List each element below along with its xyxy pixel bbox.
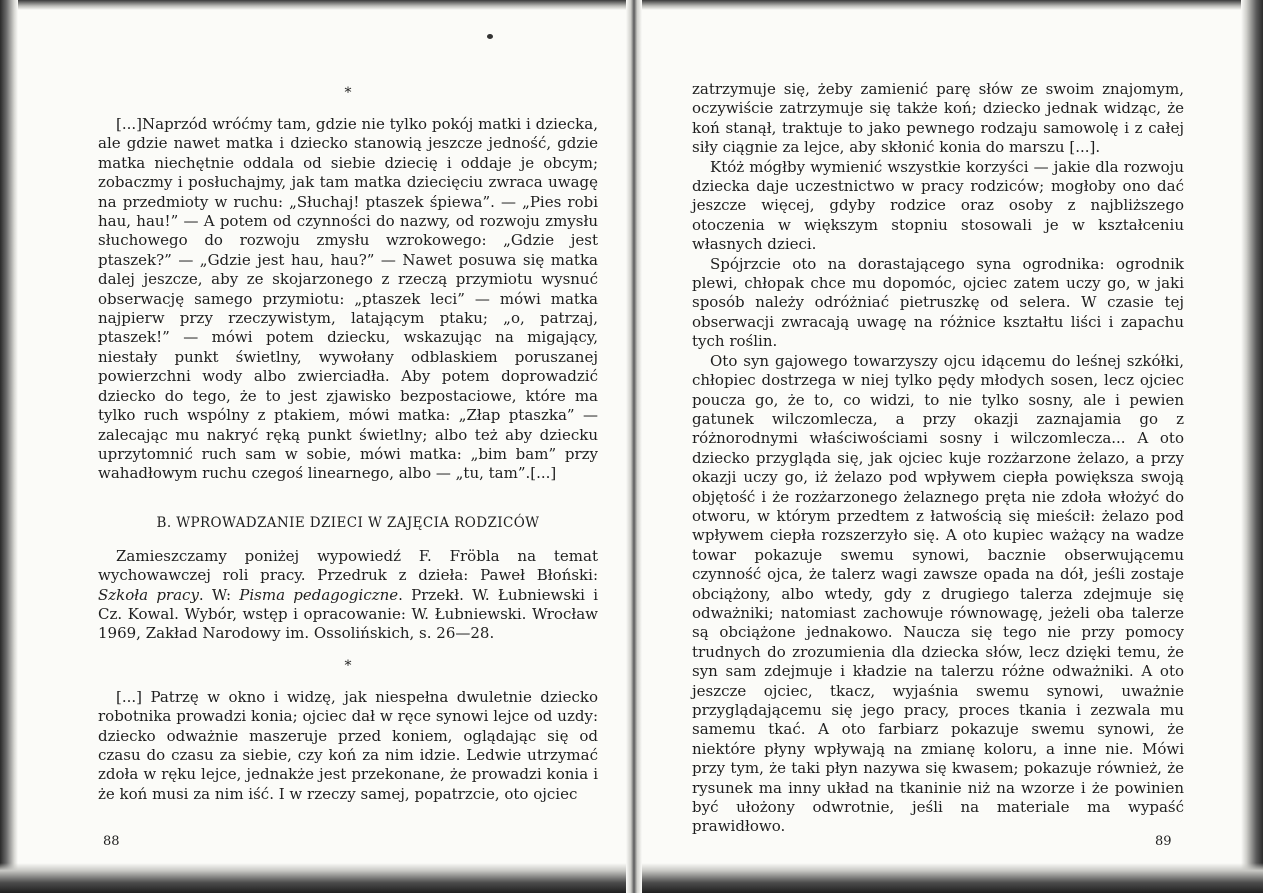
source-note-paragraph (98, 547, 598, 644)
continued-paragraph: zatrzymuje się, żeby zamienić parę słów ze swoim znajomym, oczywiście zatrzymuje się także koń; dziecko jednak widząc, że koń stanął, traktuje to jako pewnego rodzaju samowolę i z całej siły ciągnie za lejce, aby skłonić konia do marszu [...]. (692, 80, 1184, 157)
source-title-pisma: Pisma pedagogiczne (239, 585, 399, 604)
section-heading: B. WPROWADZANIE DZIECI W ZAJĘCIA RODZICÓW (156, 514, 540, 531)
scan-edge-right (1241, 0, 1263, 893)
frobel-quote-paragraph: [...]Naprzód wróćmy tam, gdzie nie tylko pokój matki i dziecka, ale gdzie nawet matka i dziecko stanowią jeszcze jedność, gdzie matka niechętnie oddala od siebie dziecię i oddaje je obcym; zobaczmy i posłuchajmy, jak tam matka dziecięciu zwraca uwagę na przedmioty w ruchu: „Słuchaj! ptaszek śpiewa”. — „Pies robi hau, hau!” — A potem od czynności do nazwy, od rozwoju zmysłu słuchowego do rozwoju zmysłu wzrokowego: „Gdzie jest ptaszek?” — „Gdzie jest hau, hau?” — Nawet posuwa się matka dalej jeszcze, aby ze skojarzonego z rzeczą przymiotu wysnuć obserwację samego przymiotu: „ptaszek leci” — mówi matka najpierw przy rzeczywistym, latającym ptaku; „o, patrzaj, ptaszek!” — mówi potem dziecku, wskazując na migający, niestały punkt świetlny, wywołany odblaskiem poruszanej powierzchni wody albo zwierciadła. Aby potem doprowadzić dziecko do tego, że to jest zjawisko bezpostaciowe, które ma tylko ruch wspólny z ptakiem, mówi matka: „Złap ptaszka” — zalecając mu nakryć ręką punkt świetlny; albo też aby dziecku uprzytomnić ruch sam w sobie, mówi matka: „bim bam” przy wahadłowym ruchu czegoś linearnego, albo — „tu, tam”.[...] (98, 115, 598, 483)
source-note-text-1: Zamieszczamy poniżej wypowiedź F. Fröbla na temat wychowawczej roli pracy. Przedruk z dzieła: Paweł Błoński: (98, 546, 598, 585)
page-number-right: 89 (1155, 834, 1172, 849)
scan-speck (487, 34, 493, 39)
scan-edge-left (0, 0, 18, 893)
right-page (692, 80, 1184, 837)
horse-child-paragraph: [...] Patrzę w okno i widzę, jak niespełna dwuletnie dziecko robotnika prowadzi konia; ojciec dał w ręce synowi lejce od uzdy: dziecko odważnie maszeruje przed koniem, oglądając się od czasu do czasu za siebie, czy koń za nim idzie. Ledwie utrzymać zdoła w ręku lejce, jednakże jest przekonane, że prowadzi konia i że koń musi za nim iść. I w rzeczy samej, popatrzcie, oto ojciec (98, 687, 598, 803)
book-gutter (626, 0, 642, 893)
source-title-szkola-pracy: Szkoła pracy (98, 585, 199, 604)
forester-paragraph: Oto syn gajowego towarzyszy ojcu idącemu do leśnej szkółki, chłopiec dostrzega w niej tylko pędy młodych sosen, lecz ojciec poucza go, że to, co widzi, to nie tylko sosny, ale i pewien gatunek wilczomlecza, a przy okazji zaznajamia go z różnorodnymi właściwościami sosny i wilczomlecza... A oto dziecko przygląda się, jak ojciec kuje rozżarzone żelazo, a przy okazji uczy go, iż żelazo pod wpływem ciepła powiększa swoją objętość i że rozżarzonego żelaznego pręta nie zdoła włożyć do otworu, w którym przedtem z łatwością się mieścił: żelazo pod wpływem ciepła rozszerzyło się. A oto kupiec ważący na wadze towar pokazuje swemu synowi, bacznie obserwującemu czynność ojca, że talerz wagi zawsze opada na dół, jeśli zostaje obciążony, albo wtedy, gdy z drugiego talerza zdejmuje się odważniki; natomiast zachowuje równowagę, jeżeli oba talerze są obciążone jednakowo. Naucza się tego nie przy pomocy trudnych do zrozumienia dla dziecka słów, lecz dzięki temu, że syn sam zdejmuje i kładzie na talerzu różne odważniki. A oto jeszcze ojciec, tkacz, wyjaśnia swemu synowi, uważnie przyglądającemu się jego pracy, proces tkania i zezwala mu samemu tkać. A oto farbiarz pokazuje swemu synowi, że niektóre płyny wpływają na zmianę koloru, a inne nie. Mówi przy tym, że taki płyn nazywa się kwasem; pokazuje również, że rysunek ma inny układ na tkaninie niż na wzorze i że powinien być ułożony odwrotnie, jeśli na materiale ma wypaść prawidłowo. (692, 351, 1184, 836)
left-page (98, 86, 598, 804)
gardener-paragraph: Spójrzcie oto na dorastającego syna ogrodnika: ogrodnik plewi, chłopak chce mu dopomóc, ojciec zatem uczy go, w jaki sposób należy odróżniać pietruszkę od selera. W czasie tej obserwacji zwracają uwagę na różnice kształtu liści i zapachu tych roślin. (692, 254, 1184, 351)
source-note-text-3: . Przekł. W. Łubniewski i Cz. Kowal. Wybór, wstęp i opracowanie: W. Łubniewski. Wrocław 1969, Zakład Narodowy im. Ossolińskich, s. 26—28. (98, 585, 598, 643)
section-separator-star: * (344, 85, 352, 101)
page-number-left: 88 (103, 834, 120, 849)
section-separator-star: * (344, 657, 352, 674)
benefits-paragraph: Któż mógłby wymienić wszystkie korzyści — jakie dla rozwoju dziecka daje uczestnictwo w pracy rodziców; mogłoby ono dać jeszcze więcej, gdyby rodzice oraz osoby z najbliższego otoczenia w większym stopniu stosowali je w kształceniu własnych dzieci. (692, 157, 1184, 254)
source-note-text-2: . W: (198, 585, 240, 604)
